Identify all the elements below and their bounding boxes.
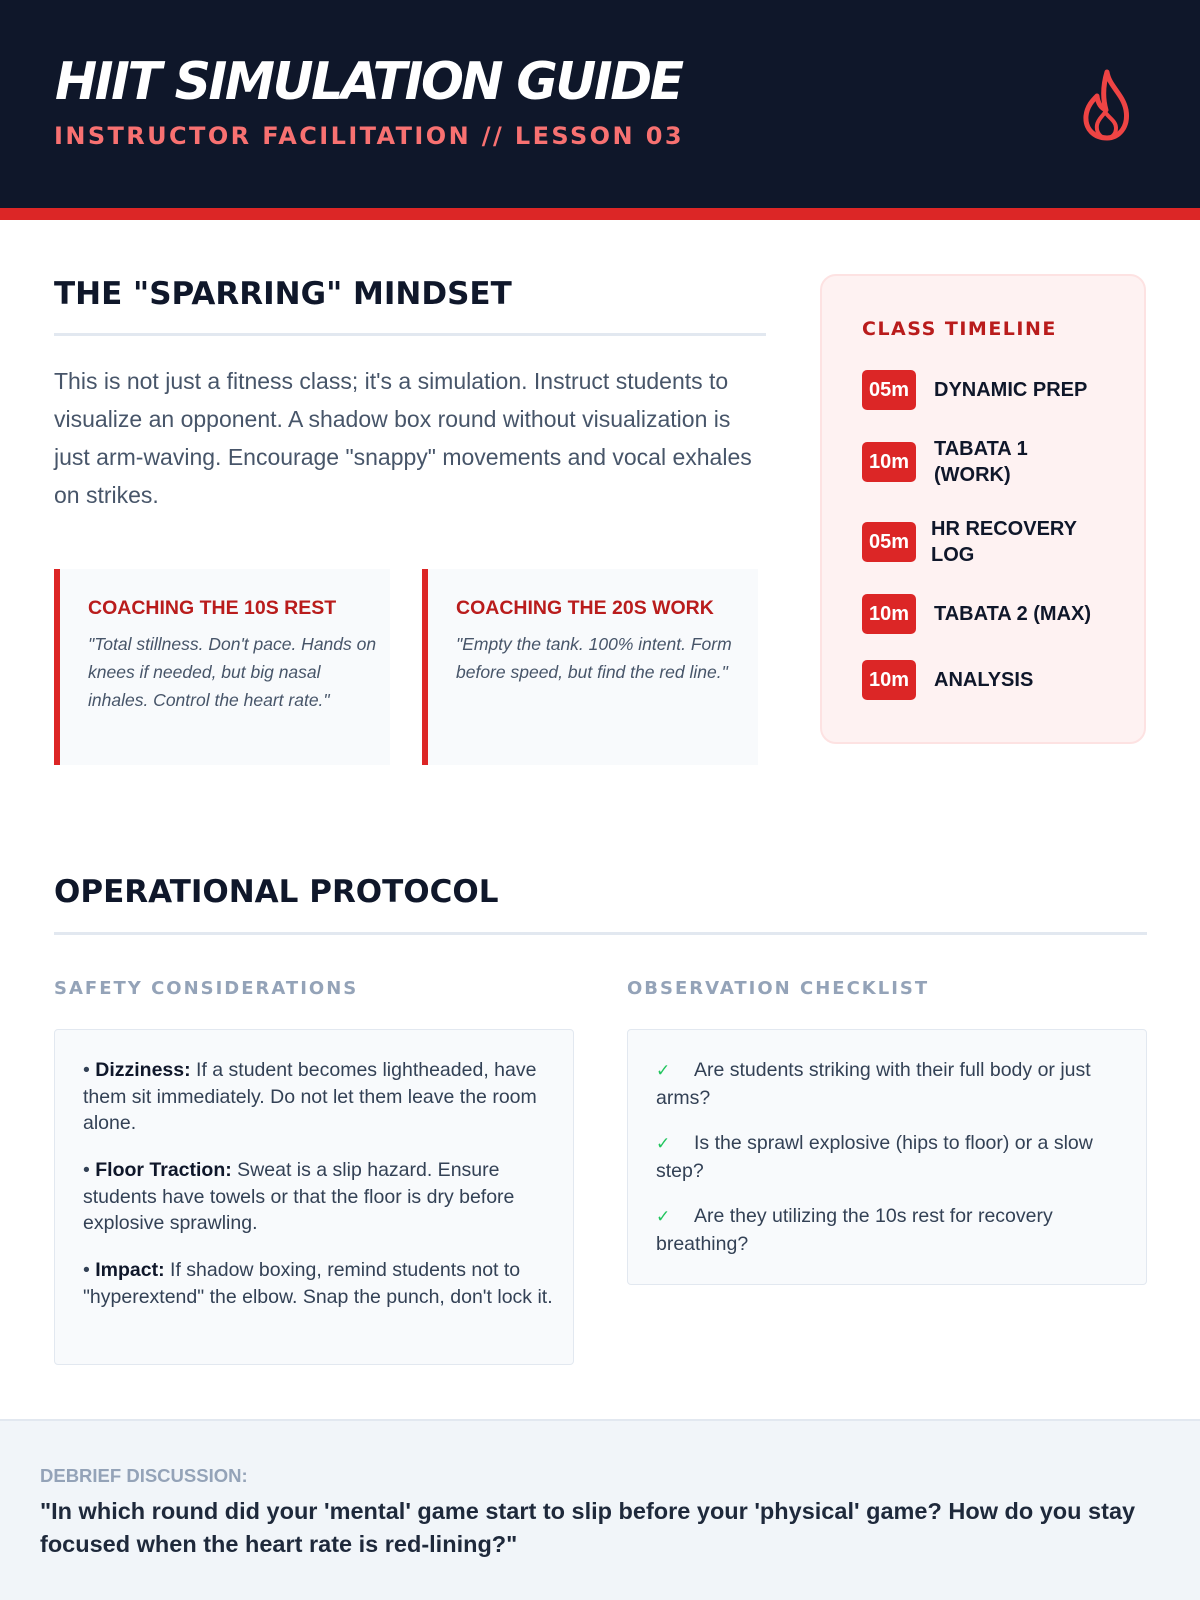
checklist-item (656, 1130, 1126, 1184)
header-accent-bar (0, 208, 1200, 220)
coaching-card-title: COACHING THE 10S REST (88, 597, 337, 619)
checklist-panel (627, 1029, 1147, 1285)
checklist-text: Are students striking with their full body or just arms? (656, 1059, 1091, 1109)
safety-text: If shadow boxing, remind students not to "hyperextend" the elbow. Snap the punch, don't lock it. (83, 1259, 553, 1308)
safety-item (83, 1257, 553, 1310)
page-header (0, 0, 1200, 208)
checklist-item (656, 1057, 1126, 1111)
safety-heading: SAFETY CONSIDERATIONS (54, 978, 359, 999)
checklist-item (656, 1203, 1126, 1257)
duration-badge: 10m (862, 594, 916, 634)
safety-text: If a student becomes lightheaded, have them sit immediately. Do not let them leave the room alone. (83, 1059, 537, 1134)
flame-icon (1076, 66, 1138, 144)
check-icon: ✓ (656, 1134, 671, 1153)
duration-badge: 10m (862, 660, 916, 700)
class-timeline (820, 274, 1146, 744)
duration-badge: 05m (862, 522, 916, 562)
coaching-card-rest (54, 569, 390, 765)
safety-item (83, 1157, 553, 1237)
timeline-label: HR RECOVERY LOG (931, 518, 1077, 566)
duration-badge: 10m (862, 442, 916, 482)
coaching-card-quote: "Total stillness. Don't pace. Hands on knees if needed, but big nasal inhales. Control the heart rate." (88, 634, 377, 710)
checklist-text: Is the sprawl explosive (hips to floor) or a slow step? (656, 1132, 1093, 1182)
mindset-heading: THE "SPARRING" MINDSET (54, 276, 512, 312)
debrief-label: DEBRIEF DISCUSSION: (40, 1465, 248, 1486)
check-icon: ✓ (656, 1061, 671, 1080)
timeline-label: ANALYSIS (934, 669, 1034, 691)
page-subtitle: INSTRUCTOR FACILITATION // LESSON 03 (54, 122, 684, 150)
protocol-divider (54, 932, 1147, 935)
bullet: • (83, 1159, 90, 1181)
timeline-label: TABATA 2 (MAX) (934, 603, 1092, 625)
bullet: • (83, 1059, 90, 1081)
timeline-title: CLASS TIMELINE (862, 318, 1057, 340)
mindset-divider (54, 333, 766, 336)
safety-term: Floor Traction: (95, 1159, 232, 1181)
page-title: HIIT SIMULATION GUIDE (55, 52, 682, 112)
checklist-heading: OBSERVATION CHECKLIST (627, 978, 930, 999)
duration-badge: 05m (862, 370, 916, 410)
debrief-section (0, 1419, 1200, 1600)
timeline-label: TABATA 1 (WORK) (934, 438, 1028, 486)
coaching-card-quote: "Empty the tank. 100% intent. Form before speed, but find the red line." (456, 634, 732, 682)
safety-item (83, 1057, 553, 1137)
timeline-label: DYNAMIC PREP (934, 379, 1088, 401)
coaching-card-work (422, 569, 758, 765)
checklist-text: Are they utilizing the 10s rest for recovery breathing? (656, 1205, 1053, 1255)
safety-term: Dizziness: (95, 1059, 191, 1081)
debrief-question: "In which round did your 'mental' game start to slip before your 'physical' game? How do you stay focused when the heart rate is red-lining?" (40, 1498, 1136, 1557)
mindset-body: This is not just a fitness class; it's a simulation. Instruct students to visualize an opponent. A shadow box round without visualization is just arm-waving. Encourage "snappy" movements and vocal exhales on strikes. (54, 368, 752, 508)
bullet: • (83, 1259, 90, 1281)
safety-term: Impact: (95, 1259, 165, 1281)
safety-text: Sweat is a slip hazard. Ensure students have towels or that the floor is dry before explosive sprawling. (83, 1159, 515, 1234)
check-icon: ✓ (656, 1207, 671, 1226)
protocol-heading: OPERATIONAL PROTOCOL (54, 874, 499, 910)
safety-panel (54, 1029, 574, 1365)
coaching-card-title: COACHING THE 20S WORK (456, 597, 714, 619)
